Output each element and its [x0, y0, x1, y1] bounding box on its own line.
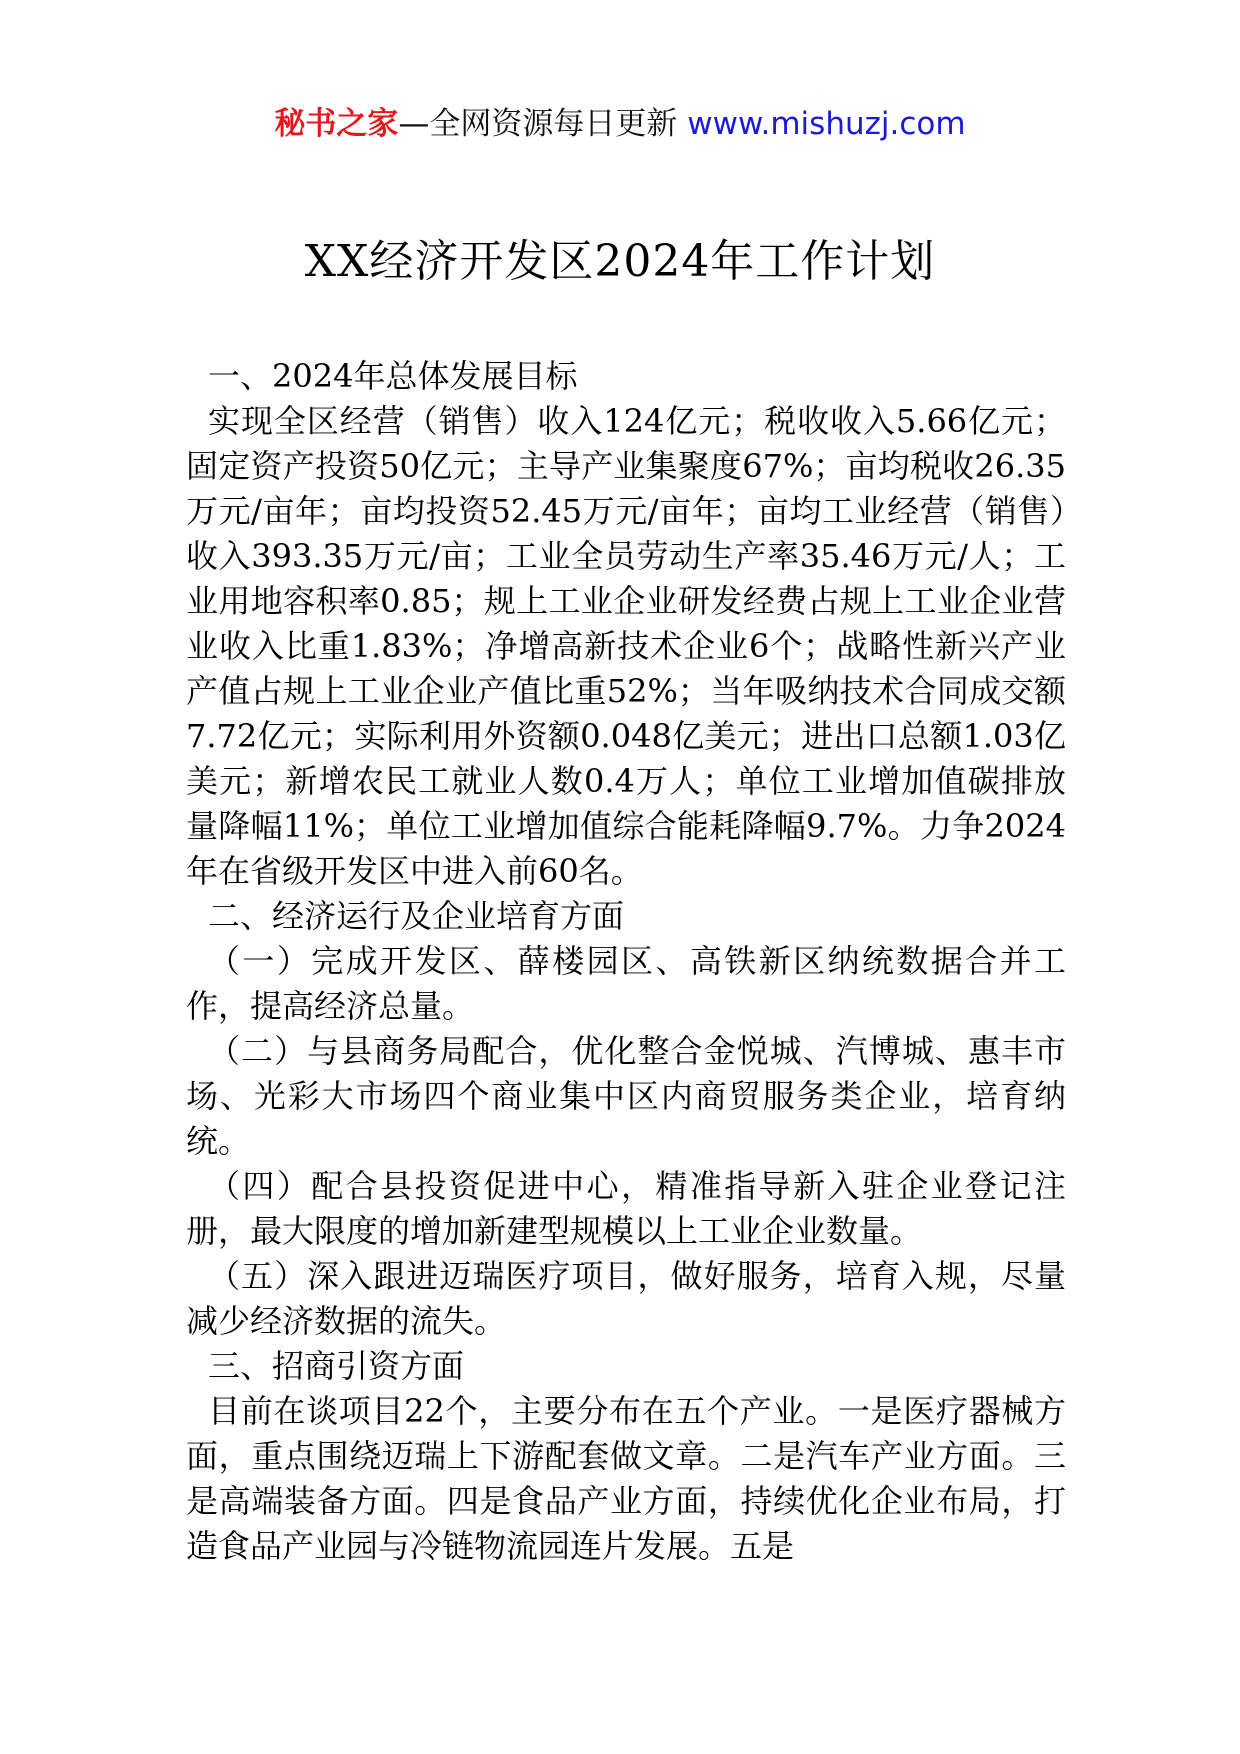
section-heading: 一、2024年总体发展目标 [208, 357, 578, 395]
body-paragraph: 实现全区经营（销售）收入124亿元；税收收入5.66亿元；固定资产投资50亿元；主导产业集聚度67%；亩均税收26.35万元/亩年；亩均投资52.45万元/亩年；亩均工业经营（销售）收入393.35万元/亩；工业全员劳动生产率35.46万元/人；工业用地容积率0.85；规上工业企业研发经费占规上工业企业营业收入比重1.83%；净增高新技术企业6个；战略性新兴产业产值占规上工业企业产值比重52%；当年吸纳技术合同成交额7.72亿元；实际利用外资额0.048亿美元；进出口总额1.03亿美元；新增农民工就业人数0.4万人；单位工业增加值碳排放量降幅11%；单位工业增加值综合能耗降幅9.7%。力争2024年在省级开发区中进入前60名。 [186, 402, 1066, 890]
body-paragraph: （五）深入跟进迈瑞医疗项目，做好服务，培育入规，尽量减少经济数据的流失。 [186, 1257, 1066, 1340]
document-title: XX经济开发区2024年工作计划 [304, 236, 936, 287]
brand-name: 秘书之家 [274, 106, 399, 142]
site-banner [0, 104, 1240, 144]
section-heading: 二、经济运行及企业培育方面 [208, 897, 625, 935]
body-paragraph: 目前在谈项目22个，主要分布在五个产业。一是医疗器械方面，重点围绕迈瑞上下游配套做文章。二是汽车产业方面。三是高端装备方面。四是食品产业方面，持续优化企业布局，打造食品产业园与冷链物流园连片发展。五是 [186, 1392, 1066, 1565]
body-paragraph: （二）与县商务局配合，优化整合金悦城、汽博城、惠丰市场、光彩大市场四个商业集中区内商贸服务类企业，培育纳统。 [186, 1032, 1066, 1160]
site-url-link[interactable]: www.mishuzj.com [687, 106, 966, 142]
section-heading: 三、招商引资方面 [208, 1347, 465, 1385]
body-paragraph: （四）配合县投资促进中心，精准指导新入驻企业登记注册，最大限度的增加新建型规模以上工业企业数量。 [186, 1167, 1066, 1250]
body-paragraph: （一）完成开发区、薛楼园区、高铁新区纳统数据合并工作，提高经济总量。 [186, 942, 1066, 1025]
banner-slogan: —全网资源每日更新 [398, 106, 688, 142]
document-body [186, 354, 1066, 1569]
